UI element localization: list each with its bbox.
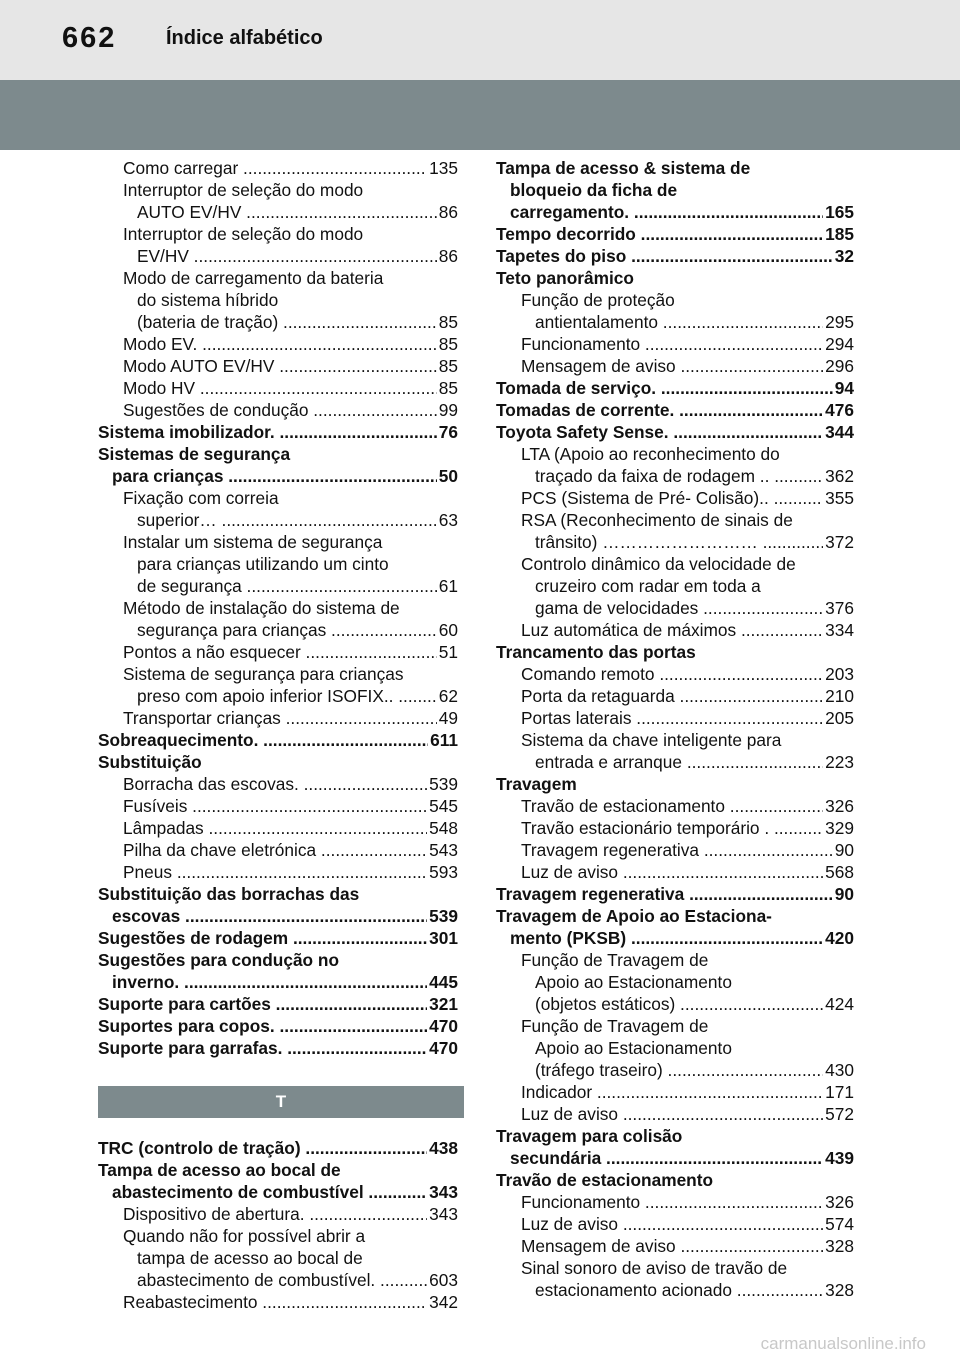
index-group-left-a bbox=[98, 157, 458, 1059]
index-entry bbox=[98, 597, 458, 641]
index-page-number: 85 bbox=[438, 378, 458, 398]
index-entry-text: Suportes para copos. ..... bbox=[98, 1015, 427, 1037]
index-entry bbox=[496, 267, 854, 289]
index-entry-line: Apoio ao Estacionamento bbox=[535, 972, 732, 992]
index-page-number: 420 bbox=[825, 928, 854, 948]
index-entry-line: Tampa de acesso ao bocal de bbox=[98, 1160, 341, 1180]
index-entry-text: EV/HV ..... bbox=[137, 245, 437, 267]
index-entry-text: (tráfego traseiro) ..... bbox=[535, 1059, 823, 1081]
index-entry-text: PCS (Sistema de Pré- Colisão).. ..... bbox=[521, 487, 823, 509]
index-entry bbox=[496, 245, 854, 267]
index-entry bbox=[98, 795, 458, 817]
index-page-number: 185 bbox=[825, 224, 854, 244]
index-entry-line: Sistemas de segurança bbox=[98, 444, 291, 464]
index-page-number: 85 bbox=[438, 334, 458, 354]
index-entry bbox=[496, 773, 854, 795]
index-entry-line: Instalar um sistema de segurança bbox=[123, 532, 383, 552]
index-entry-text: AUTO EV/HV ..... bbox=[137, 201, 437, 223]
index-heading: Trancamento das portas bbox=[496, 642, 696, 662]
index-entry-line: Travagem de Apoio ao Estaciona- bbox=[496, 906, 772, 926]
index-page-number: 51 bbox=[438, 642, 458, 662]
index-entry-text: escovas ..... bbox=[112, 905, 427, 927]
index-page-number: 543 bbox=[429, 840, 458, 860]
header-band bbox=[0, 80, 960, 150]
index-entry-text: Porta da retaguarda ..... bbox=[521, 685, 823, 707]
index-heading: Teto panorâmico bbox=[496, 268, 634, 288]
index-page-number: 135 bbox=[429, 158, 458, 178]
index-entry bbox=[98, 1225, 458, 1291]
index-entry-line: Apoio ao Estacionamento bbox=[535, 1038, 732, 1058]
index-entry bbox=[496, 553, 854, 619]
index-entry-text: para crianças ..... bbox=[112, 465, 437, 487]
index-entry-line: Sistema de segurança para crianças bbox=[123, 664, 404, 684]
index-entry bbox=[98, 157, 458, 179]
index-entry-text: Mensagem de aviso ..... bbox=[521, 355, 823, 377]
index-entry-text: abastecimento de combustível. ..... bbox=[137, 1269, 427, 1291]
index-entry-text: Indicador ..... bbox=[521, 1081, 823, 1103]
index-page-number: 539 bbox=[429, 906, 458, 926]
index-entry-line: Travagem para colisão bbox=[496, 1126, 683, 1146]
index-entry-text: Travão estacionário temporário . ..... bbox=[521, 817, 823, 839]
index-page-number: 94 bbox=[834, 378, 854, 398]
index-entry-line: Função de Travagem de bbox=[521, 950, 709, 970]
index-page-number: 61 bbox=[438, 576, 458, 596]
index-entry-text: Sugestões de condução ..... bbox=[123, 399, 437, 421]
index-entry bbox=[98, 267, 458, 333]
index-page-number: 470 bbox=[429, 1038, 458, 1058]
index-entry-text: entrada e arranque ..... bbox=[535, 751, 823, 773]
index-entry bbox=[98, 641, 458, 663]
index-entry bbox=[98, 773, 458, 795]
index-entry bbox=[496, 289, 854, 333]
index-entry bbox=[98, 223, 458, 267]
index-entry-text: Sistema imobilizador. ..... bbox=[98, 421, 437, 443]
index-entry bbox=[496, 377, 854, 399]
index-page-number: 90 bbox=[834, 884, 854, 904]
index-page-number: 295 bbox=[825, 312, 854, 332]
index-entry-text: preso com apoio inferior ISOFIX.. ..... bbox=[137, 685, 437, 707]
index-page-number: 85 bbox=[438, 356, 458, 376]
index-page-number: 574 bbox=[825, 1214, 854, 1234]
index-page-number: 296 bbox=[825, 356, 854, 376]
index-entry-line: Método de instalação do sistema de bbox=[123, 598, 400, 618]
index-entry bbox=[98, 531, 458, 597]
index-page-number: 362 bbox=[825, 466, 854, 486]
index-entry bbox=[98, 817, 458, 839]
index-group-left-b bbox=[98, 1137, 458, 1313]
index-entry bbox=[496, 509, 854, 553]
index-entry-text: abastecimento de combustível ..... bbox=[112, 1181, 427, 1203]
index-entry-text: Reabastecimento ..... bbox=[123, 1291, 427, 1313]
index-entry bbox=[98, 1015, 458, 1037]
index-entry bbox=[496, 839, 854, 861]
index-page-number: 445 bbox=[429, 972, 458, 992]
index-entry-text: Luz de aviso ..... bbox=[521, 1213, 823, 1235]
index-entry bbox=[496, 861, 854, 883]
index-entry-text: Suporte para garrafas. ..... bbox=[98, 1037, 427, 1059]
index-entry-text: Lâmpadas ..... bbox=[123, 817, 427, 839]
index-column-left bbox=[98, 157, 458, 1313]
index-entry bbox=[496, 663, 854, 685]
index-entry-line: bloqueio da ficha de bbox=[510, 180, 678, 200]
index-entry-text: Tomadas de corrente. ..... bbox=[496, 399, 823, 421]
index-entry-line: Interruptor de seleção do modo bbox=[123, 224, 364, 244]
index-entry-line: Função de proteção bbox=[521, 290, 675, 310]
index-page-number: 50 bbox=[438, 466, 458, 486]
index-entry-text: TRC (controlo de tração) ..... bbox=[98, 1137, 427, 1159]
index-entry bbox=[98, 399, 458, 421]
index-page-number: 424 bbox=[825, 994, 854, 1014]
index-page-number: 90 bbox=[834, 840, 854, 860]
index-entry bbox=[496, 1257, 854, 1301]
index-page-number: 171 bbox=[825, 1082, 854, 1102]
index-entry bbox=[496, 1191, 854, 1213]
index-entry bbox=[98, 927, 458, 949]
index-entry bbox=[98, 333, 458, 355]
index-entry-text: Travagem regenerativa ..... bbox=[521, 839, 833, 861]
index-entry-text: Funcionamento ..... bbox=[521, 333, 823, 355]
index-heading: Travão de estacionamento bbox=[496, 1170, 714, 1190]
index-entry-text: Sobreaquecimento. ..... bbox=[98, 729, 428, 751]
index-page-number: 301 bbox=[429, 928, 458, 948]
index-entry-text: mento (PKSB) ..... bbox=[510, 927, 823, 949]
index-page-number: 165 bbox=[825, 202, 854, 222]
index-page-number: 326 bbox=[825, 1192, 854, 1212]
index-entry bbox=[98, 751, 458, 773]
index-entry bbox=[98, 883, 458, 927]
index-entry bbox=[496, 795, 854, 817]
index-entry bbox=[98, 1137, 458, 1159]
index-entry-text: Luz automática de máximos ..... bbox=[521, 619, 823, 641]
index-entry-text: (objetos estáticos) ..... bbox=[535, 993, 823, 1015]
index-entry-text: Pneus ..... bbox=[123, 861, 427, 883]
index-entry bbox=[98, 993, 458, 1015]
index-entry-text: traçado da faixa de rodagem .. ..... bbox=[535, 465, 823, 487]
index-entry-line: RSA (Reconhecimento de sinais de bbox=[521, 510, 793, 530]
index-entry bbox=[496, 729, 854, 773]
index-entry-line: do sistema híbrido bbox=[137, 290, 279, 310]
index-entry bbox=[496, 1213, 854, 1235]
index-page-number: 205 bbox=[825, 708, 854, 728]
index-entry-line: Substituição das borrachas das bbox=[98, 884, 360, 904]
index-page-number: 99 bbox=[438, 400, 458, 420]
index-page-number: 63 bbox=[438, 510, 458, 530]
index-page-number: 572 bbox=[825, 1104, 854, 1124]
index-entry-line: Sugestões para condução no bbox=[98, 950, 340, 970]
index-entry-text: Modo EV. ..... bbox=[123, 333, 437, 355]
index-entry-line: Sistema da chave inteligente para bbox=[521, 730, 782, 750]
index-entry-line: Interruptor de seleção do modo bbox=[123, 180, 364, 200]
index-page-number: 470 bbox=[429, 1016, 458, 1036]
index-page-number: 60 bbox=[438, 620, 458, 640]
index-entry-text: Tempo decorrido ..... bbox=[496, 223, 823, 245]
page-number: 662 bbox=[62, 22, 117, 54]
index-page-number: 548 bbox=[429, 818, 458, 838]
index-entry-text: Toyota Safety Sense. ..... bbox=[496, 421, 823, 443]
index-page-number: 342 bbox=[429, 1292, 458, 1312]
index-page-number: 86 bbox=[438, 202, 458, 222]
index-entry-text: Modo AUTO EV/HV ..... bbox=[123, 355, 437, 377]
index-page-number: 328 bbox=[825, 1236, 854, 1256]
index-page-number: 343 bbox=[429, 1204, 458, 1224]
section-letter-bar bbox=[98, 1086, 464, 1118]
index-entry bbox=[98, 839, 458, 861]
index-entry-text: Travagem regenerativa ..... bbox=[496, 883, 833, 905]
index-entry-text: inverno. ..... bbox=[112, 971, 427, 993]
index-entry bbox=[98, 421, 458, 443]
index-page-number: 321 bbox=[429, 994, 458, 1014]
index-page-number: 603 bbox=[429, 1270, 458, 1290]
index-entry-line: Função de Travagem de bbox=[521, 1016, 709, 1036]
index-entry-text: estacionamento acionado ..... bbox=[535, 1279, 823, 1301]
index-entry bbox=[496, 1169, 854, 1191]
index-entry-text: Modo HV ..... bbox=[123, 377, 437, 399]
index-page-number: 86 bbox=[438, 246, 458, 266]
index-entry-text: (bateria de tração) ..... bbox=[137, 311, 437, 333]
index-entry bbox=[496, 619, 854, 641]
index-entry-line: tampa de acesso ao bocal de bbox=[137, 1248, 363, 1268]
index-entry-text: de segurança ..... bbox=[137, 575, 437, 597]
index-entry bbox=[496, 1125, 854, 1169]
index-entry bbox=[496, 399, 854, 421]
index-entry-text: Tapetes do piso ..... bbox=[496, 245, 833, 267]
index-page-number: 372 bbox=[825, 532, 854, 552]
index-entry-text: gama de velocidades ..... bbox=[535, 597, 823, 619]
index-entry-line: Tampa de acesso & sistema de bbox=[496, 158, 751, 178]
index-page-number: 343 bbox=[429, 1182, 458, 1202]
index-entry bbox=[496, 949, 854, 1015]
index-page-number: 329 bbox=[825, 818, 854, 838]
index-page-number: 32 bbox=[834, 246, 854, 266]
index-page-number: 344 bbox=[825, 422, 854, 442]
index-entry-text: segurança para crianças ..... bbox=[137, 619, 437, 641]
index-entry-line: Sinal sonoro de aviso de travão de bbox=[521, 1258, 788, 1278]
index-page-number: 430 bbox=[825, 1060, 854, 1080]
index-entry bbox=[496, 685, 854, 707]
index-entry bbox=[98, 487, 458, 531]
index-entry-text: Fusíveis ..... bbox=[123, 795, 427, 817]
index-page-number: 611 bbox=[430, 730, 458, 750]
index-page-number: 439 bbox=[825, 1148, 854, 1168]
index-entry-line: para crianças utilizando um cinto bbox=[137, 554, 389, 574]
index-entry bbox=[496, 1103, 854, 1125]
index-page-number: 476 bbox=[825, 400, 854, 420]
index-page-number: 62 bbox=[438, 686, 458, 706]
index-entry-line: cruzeiro com radar em toda a bbox=[535, 576, 761, 596]
index-entry bbox=[496, 707, 854, 729]
index-page-number: 355 bbox=[825, 488, 854, 508]
index-heading: Travagem bbox=[496, 774, 577, 794]
index-entry bbox=[98, 861, 458, 883]
index-entry bbox=[496, 223, 854, 245]
index-entry bbox=[98, 1159, 458, 1203]
index-page-number: 438 bbox=[429, 1138, 458, 1158]
index-entry bbox=[98, 377, 458, 399]
index-entry-text: Luz de aviso ..... bbox=[521, 861, 823, 883]
index-entry bbox=[496, 333, 854, 355]
index-entry bbox=[496, 1015, 854, 1081]
index-page-number: 568 bbox=[825, 862, 854, 882]
index-entry bbox=[496, 883, 854, 905]
index-page-number: 326 bbox=[825, 796, 854, 816]
index-entry-text: superior… ..... bbox=[137, 509, 437, 531]
index-entry-line: LTA (Apoio ao reconhecimento do bbox=[521, 444, 780, 464]
index-page-number: 294 bbox=[825, 334, 854, 354]
index-entry-text: trânsito) ……………………… ..... bbox=[535, 531, 823, 553]
index-entry-text: Pilha da chave eletrónica ..... bbox=[123, 839, 427, 861]
index-entry bbox=[98, 663, 458, 707]
index-entry bbox=[98, 1291, 458, 1313]
index-entry-text: antientalamento ..... bbox=[535, 311, 823, 333]
index-entry-text: secundária ..... bbox=[510, 1147, 823, 1169]
page-header bbox=[0, 0, 960, 80]
index-entry-line: Fixação com correia bbox=[123, 488, 279, 508]
index-entry-text: Transportar crianças ..... bbox=[123, 707, 437, 729]
index-page-number: 85 bbox=[438, 312, 458, 332]
index-entry-line: Controlo dinâmico da velocidade de bbox=[521, 554, 796, 574]
index-entry-text: Portas laterais ..... bbox=[521, 707, 823, 729]
index-entry bbox=[496, 355, 854, 377]
index-entry bbox=[496, 157, 854, 223]
index-page-number: 49 bbox=[438, 708, 458, 728]
index-page-number: 539 bbox=[429, 774, 458, 794]
index-group-right bbox=[496, 157, 854, 1301]
index-page-number: 593 bbox=[429, 862, 458, 882]
index-entry bbox=[496, 487, 854, 509]
index-entry-text: Pontos a não esquecer ..... bbox=[123, 641, 437, 663]
index-entry-text: Dispositivo de abertura. ..... bbox=[123, 1203, 427, 1225]
index-entry bbox=[98, 1037, 458, 1059]
index-entry bbox=[98, 729, 458, 751]
index-page-number: 223 bbox=[825, 752, 854, 772]
index-entry-text: Borracha das escovas. ..... bbox=[123, 773, 427, 795]
index-page-number: 376 bbox=[825, 598, 854, 618]
index-page-number: 76 bbox=[438, 422, 458, 442]
index-entry-text: Luz de aviso ..... bbox=[521, 1103, 823, 1125]
index-entry-text: Suporte para cartões ..... bbox=[98, 993, 427, 1015]
index-entry-text: Tomada de serviço. ..... bbox=[496, 377, 833, 399]
index-entry bbox=[98, 1203, 458, 1225]
index-entry-text: Sugestões de rodagem ..... bbox=[98, 927, 427, 949]
index-entry bbox=[496, 1235, 854, 1257]
index-entry bbox=[496, 905, 854, 949]
index-entry bbox=[98, 179, 458, 223]
index-entry bbox=[496, 1081, 854, 1103]
index-heading: Substituição bbox=[98, 752, 202, 772]
index-entry bbox=[496, 421, 854, 443]
index-entry bbox=[98, 355, 458, 377]
index-entry-text: Funcionamento ..... bbox=[521, 1191, 823, 1213]
index-entry bbox=[98, 707, 458, 729]
index-entry bbox=[496, 443, 854, 487]
index-entry bbox=[98, 443, 458, 487]
index-entry bbox=[496, 817, 854, 839]
index-entry bbox=[98, 949, 458, 993]
index-entry-text: Mensagem de aviso ..... bbox=[521, 1235, 823, 1257]
index-entry-line: Quando não for possível abrir a bbox=[123, 1226, 366, 1246]
section-letter: T bbox=[275, 1092, 287, 1111]
watermark: carmanualsonline.info bbox=[760, 1334, 926, 1353]
index-column-right bbox=[496, 157, 854, 1301]
index-entry-text: Como carregar ..... bbox=[123, 157, 427, 179]
index-page-number: 545 bbox=[429, 796, 458, 816]
page-title: Índice alfabético bbox=[166, 27, 323, 49]
index-page-number: 334 bbox=[825, 620, 854, 640]
index-entry-text: Comando remoto ..... bbox=[521, 663, 823, 685]
index-entry-text: carregamento. ..... bbox=[510, 201, 823, 223]
index-entry-text: Travão de estacionamento ..... bbox=[521, 795, 823, 817]
index-page-number: 328 bbox=[825, 1280, 854, 1300]
index-page-number: 210 bbox=[825, 686, 854, 706]
index-page-number: 203 bbox=[825, 664, 854, 684]
index-entry-line: Modo de carregamento da bateria bbox=[123, 268, 384, 288]
index-entry bbox=[496, 641, 854, 663]
